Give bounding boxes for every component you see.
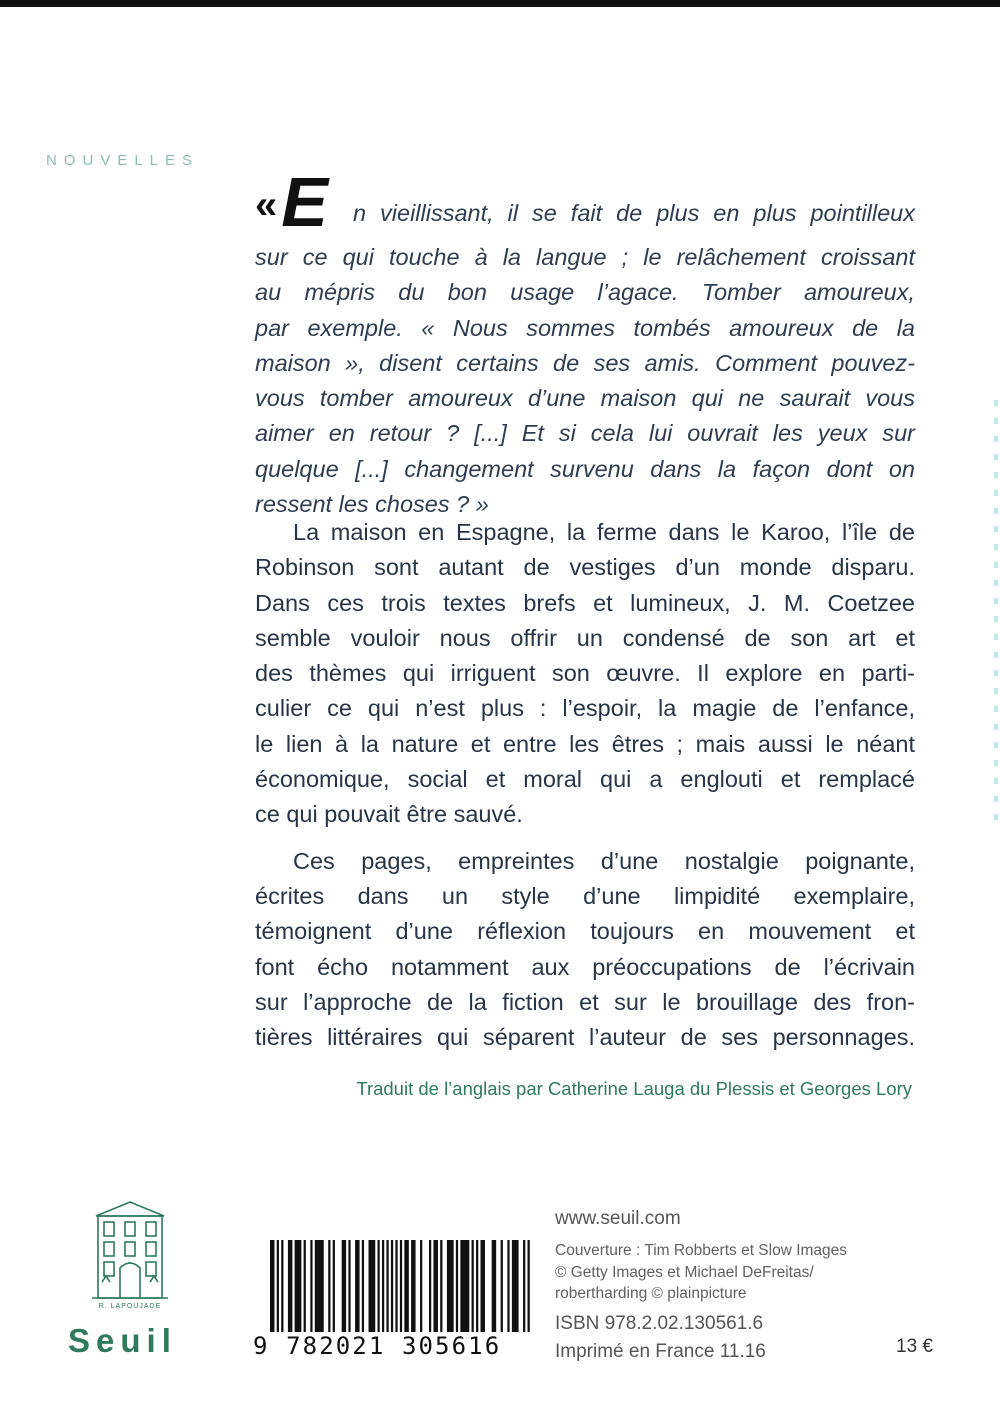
barcode-bar <box>382 1240 384 1332</box>
barcode-bar <box>377 1240 379 1332</box>
quote-line: par exemple. « Nous sommes tombés amoureux de la <box>255 314 915 341</box>
body-line: Dans ces trois textes brefs et lumineux, J. M. Coetzee <box>255 589 915 616</box>
barcode-bar <box>281 1240 283 1332</box>
barcode-bar <box>476 1240 478 1332</box>
barcode-bar <box>523 1240 525 1332</box>
barcode-bar <box>391 1240 393 1332</box>
blurb-body <box>255 515 915 1055</box>
quote-line: ressent les choses ? » <box>255 491 489 518</box>
cover-credit-line: © Getty Images et Michael DeFreitas/ <box>555 1263 814 1281</box>
barcode-bar <box>440 1240 442 1332</box>
barcode-bar <box>507 1240 509 1332</box>
barcode-bar <box>472 1240 474 1332</box>
barcode-bar <box>355 1240 359 1332</box>
body-line: témoignent d’une réflexion toujours en mouvement et <box>255 918 915 945</box>
right-edge-dots <box>994 400 998 820</box>
barcode-bar <box>348 1240 350 1332</box>
cover-credit-line: Couverture : Tim Robberts et Slow Images <box>555 1242 848 1259</box>
credits-block <box>555 1208 915 1365</box>
open-guillemet: « <box>255 183 276 227</box>
barcode-bar <box>400 1240 402 1332</box>
barcode <box>270 1240 532 1332</box>
quote-line: n vieillissant, il se fait de plus en plus pointilleux <box>353 200 915 226</box>
cover-credit-line: robertharding © plainpicture <box>555 1285 747 1302</box>
body-line: tières littéraires qui séparent l’auteur de ses personnages. <box>255 1024 915 1051</box>
logo-caption: R. LAPOUJADE <box>98 1303 162 1310</box>
paragraph-gap <box>255 833 915 844</box>
quote-line: au mépris du bon usage l’agace. Tomber amoureux, <box>255 279 915 306</box>
translator-credit: Traduit de l’anglais par Catherine Lauga du Plessis et Georges Lory <box>356 1078 912 1099</box>
quote-line: vous tomber amoureux d’une maison qui ne saurait vous <box>255 385 915 412</box>
body-line: écrites dans un style d’une limpidité exemplaire, <box>255 882 915 909</box>
opening-quote <box>255 163 915 522</box>
drop-cap <box>255 163 326 241</box>
body-line: semble vouloir nous offrir un condensé de son art et <box>255 624 915 651</box>
body-line: le lien à la nature et entre les êtres ; mais aussi le néant <box>255 730 915 757</box>
quote-line: sur ce qui touche à la langue ; le relâchement croissant <box>255 244 915 270</box>
body-line: des thèmes qui irriguent son œuvre. Il explore en parti- <box>255 660 915 687</box>
publisher-logo-building-icon <box>90 1198 170 1302</box>
barcode-bar <box>386 1240 388 1332</box>
barcode-bar <box>481 1240 485 1332</box>
barcode-bar <box>420 1240 422 1332</box>
quote-line: quelque [...] changement survenu dans la façon dont on <box>255 455 915 482</box>
barcode-bar <box>288 1240 292 1332</box>
barcode-bar <box>492 1240 496 1332</box>
body-line: ce qui pouvait être sauvé. <box>255 801 523 828</box>
isbn: ISBN 978.2.02.130561.6 <box>555 1312 764 1334</box>
body-line: sur l’approche de la fiction et sur le brouillage des fron- <box>255 988 915 1015</box>
barcode-bar <box>315 1240 324 1332</box>
barcode-bar <box>328 1240 330 1332</box>
barcode-bar <box>404 1240 408 1332</box>
body-line: font écho notamment aux préoccupations de l’écrivain <box>255 953 915 980</box>
barcode-bar <box>433 1240 437 1332</box>
barcode-bar <box>395 1240 397 1332</box>
barcode-bar <box>310 1240 312 1332</box>
quote-line: aimer en retour ? [...] Et si cela lui ouvrait les yeux sur <box>255 420 915 447</box>
barcode-bar <box>342 1240 346 1332</box>
barcode-bar <box>501 1240 503 1332</box>
barcode-bar <box>447 1240 454 1332</box>
barcode-bar <box>528 1240 530 1332</box>
quote-first-line <box>255 163 915 241</box>
collection-label: NOUVELLES <box>46 152 200 169</box>
printed-info: Imprimé en France 11.16 <box>555 1340 766 1362</box>
barcode-bar <box>512 1240 519 1332</box>
barcode-bar <box>333 1240 335 1332</box>
top-edge-band <box>0 0 1000 7</box>
quote-line: maison », disent certains de ses amis. Comment pouvez- <box>255 349 915 376</box>
barcode-bar <box>460 1240 469 1332</box>
barcode-bar <box>270 1240 274 1332</box>
body-line: Robinson sont autant de vestiges d’un monde disparu. <box>255 554 915 581</box>
barcode-bar <box>304 1240 306 1332</box>
publisher-name: Seuil <box>68 1322 177 1359</box>
body-line: Ces pages, empreintes d’une nostalgie poignante, <box>293 847 915 874</box>
barcode-digits: 9 782021 305616 <box>253 1332 502 1360</box>
body-line: économique, social et moral qui a englouti et remplacé <box>255 766 915 793</box>
barcode-bar <box>429 1240 431 1332</box>
barcode-bar <box>362 1240 364 1332</box>
barcode-bar <box>369 1240 376 1332</box>
body-line: La maison en Espagne, la ferme dans le Karoo, l’île de <box>293 519 915 545</box>
publisher-website: www.seuil.com <box>555 1208 681 1229</box>
barcode-bar <box>295 1240 302 1332</box>
body-line: culier ce qui n’est plus : l’espoir, la magie de l’enfance, <box>255 695 915 722</box>
barcode-bar <box>411 1240 415 1332</box>
barcode-bar <box>456 1240 458 1332</box>
drop-letter: E <box>281 163 326 241</box>
price: 13 € <box>896 1336 933 1357</box>
barcode-bar <box>277 1240 279 1332</box>
